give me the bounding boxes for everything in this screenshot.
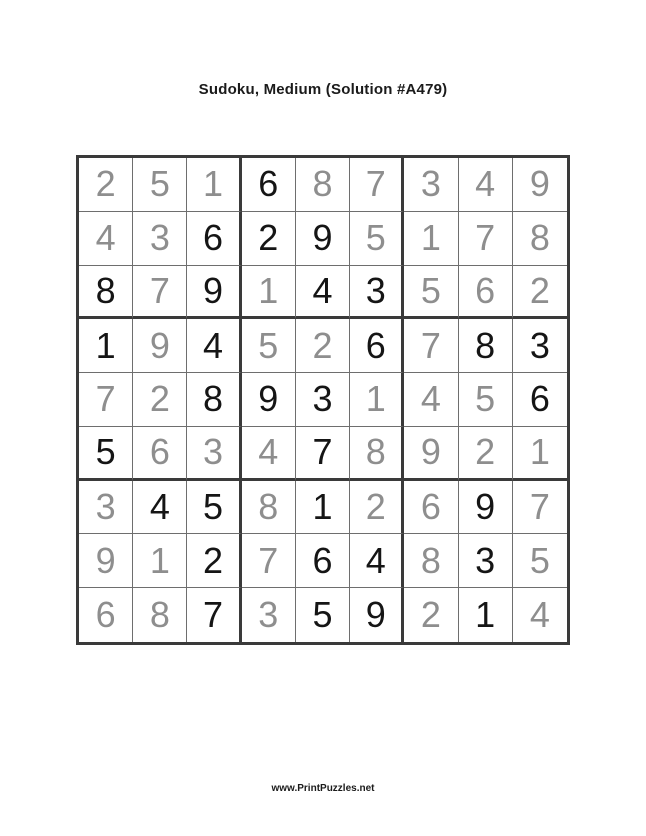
sudoku-cell: 5 [187,481,241,535]
sudoku-cell: 2 [242,212,296,266]
footer-url: www.PrintPuzzles.net [271,783,375,794]
sudoku-cell: 1 [187,158,241,212]
sudoku-cell: 8 [459,319,513,373]
sudoku-cell: 2 [296,319,350,373]
sudoku-cell: 4 [242,427,296,481]
sudoku-cell: 6 [350,319,404,373]
sudoku-cell: 6 [404,481,458,535]
sudoku-cell: 7 [459,212,513,266]
sudoku-cell: 4 [404,373,458,427]
sudoku-cell: 2 [79,158,133,212]
sudoku-cell: 3 [350,266,404,320]
sudoku-cell: 1 [296,481,350,535]
sudoku-cell: 2 [404,588,458,642]
sudoku-cell: 8 [296,158,350,212]
sudoku-cell: 7 [513,481,567,535]
sudoku-cell: 3 [404,158,458,212]
sudoku-cell: 8 [187,373,241,427]
sudoku-cell: 9 [187,266,241,320]
sudoku-grid [76,155,570,645]
sudoku-cell: 8 [133,588,187,642]
sudoku-cell: 6 [242,158,296,212]
sudoku-cell: 3 [459,534,513,588]
sudoku-cell: 9 [79,534,133,588]
sudoku-cell: 3 [187,427,241,481]
sudoku-cell: 3 [79,481,133,535]
sudoku-cell: 4 [296,266,350,320]
sudoku-cell: 8 [404,534,458,588]
sudoku-cell: 7 [187,588,241,642]
sudoku-cell: 9 [296,212,350,266]
sudoku-cell: 6 [133,427,187,481]
sudoku-cell: 9 [513,158,567,212]
sudoku-cell: 9 [133,319,187,373]
sudoku-cell: 6 [187,212,241,266]
sudoku-cell: 2 [187,534,241,588]
sudoku-cell: 8 [350,427,404,481]
sudoku-cell: 7 [242,534,296,588]
sudoku-cell: 5 [350,212,404,266]
sudoku-cell: 4 [133,481,187,535]
sudoku-cell: 6 [459,266,513,320]
sudoku-cell: 5 [296,588,350,642]
sudoku-cell: 1 [79,319,133,373]
sudoku-cell: 3 [296,373,350,427]
sudoku-cell: 1 [133,534,187,588]
sudoku-cell: 5 [459,373,513,427]
sudoku-cell: 8 [79,266,133,320]
sudoku-cell: 2 [459,427,513,481]
sudoku-cell: 3 [242,588,296,642]
sudoku-cell: 9 [350,588,404,642]
sudoku-cell: 2 [133,373,187,427]
sudoku-cell: 8 [513,212,567,266]
page-title: Sudoku, Medium (Solution #A479) [198,81,448,98]
sudoku-cell: 5 [513,534,567,588]
sudoku-cell: 6 [513,373,567,427]
sudoku-cell: 9 [242,373,296,427]
sudoku-cell: 7 [296,427,350,481]
sudoku-cell: 6 [296,534,350,588]
sudoku-cell: 5 [133,158,187,212]
sudoku-cell: 4 [350,534,404,588]
sudoku-cell: 3 [513,319,567,373]
sudoku-cell: 7 [404,319,458,373]
sudoku-cell: 4 [187,319,241,373]
sudoku-cell: 5 [404,266,458,320]
sudoku-cell: 5 [79,427,133,481]
sudoku-cell: 9 [459,481,513,535]
sudoku-cell: 4 [459,158,513,212]
sudoku-cell: 1 [242,266,296,320]
sudoku-cell: 7 [79,373,133,427]
sudoku-cell: 1 [459,588,513,642]
sudoku-cell: 4 [529,594,550,636]
sudoku-cell: 2 [350,481,404,535]
sudoku-cell: 1 [350,373,404,427]
sudoku-cell: 7 [350,158,404,212]
sudoku-cell: 1 [513,427,567,481]
sudoku-cell: 5 [242,319,296,373]
sudoku-cell: 1 [404,212,458,266]
sudoku-cell: 6 [79,588,133,642]
sudoku-cell: 7 [133,266,187,320]
sudoku-cell: 8 [242,481,296,535]
sudoku-cell: 2 [513,266,567,320]
sudoku-cell: 4 [79,212,133,266]
sudoku-cell: 9 [404,427,458,481]
sudoku-cell: 3 [133,212,187,266]
